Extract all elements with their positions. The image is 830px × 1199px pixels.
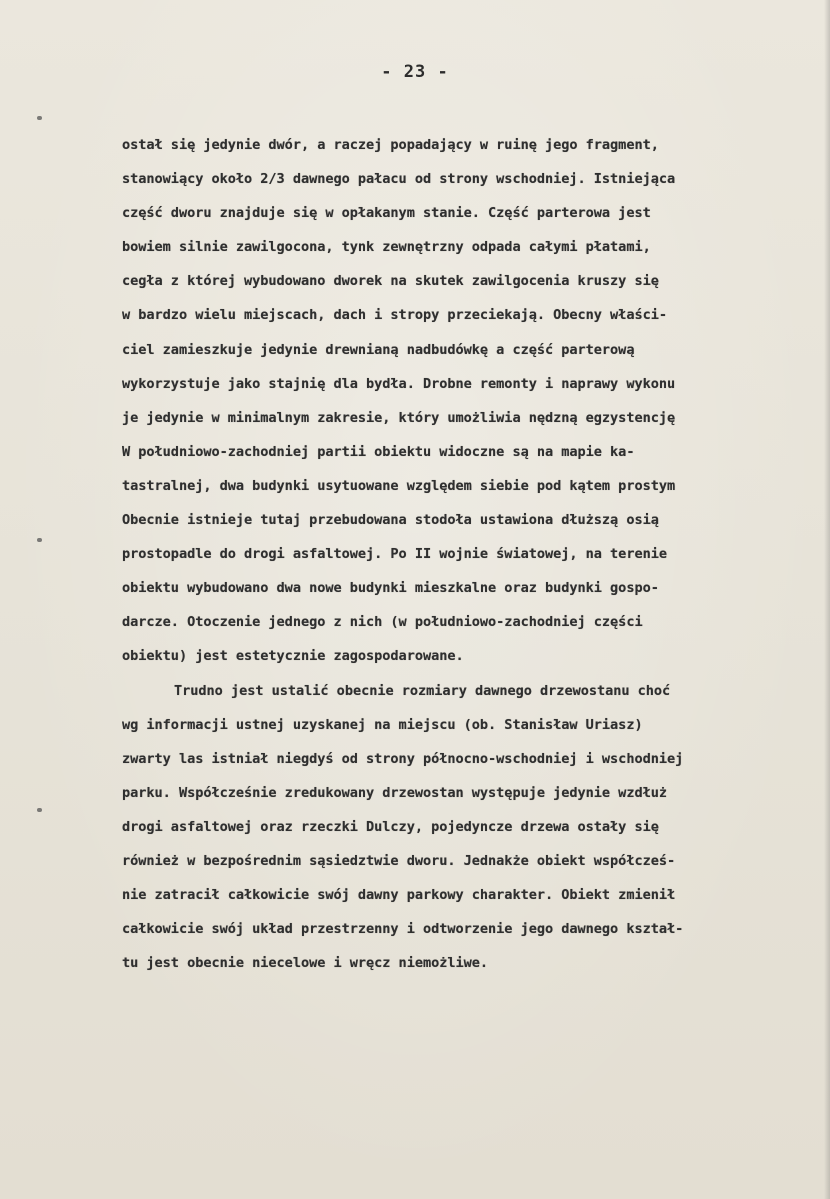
text-line: W południowo-zachodniej partii obiektu widoczne są na mapie ka- [122,443,635,460]
text-line: ostał się jedynie dwór, a raczej popadający w ruinę jego fragment, [122,137,659,153]
text-line: prostopadle do drogi asfaltowej. Po II wojnie światowej, na terenie [122,546,667,563]
text-line: wg informacji ustnej uzyskanej na miejscu (ob. Stanisław Uriasz) [122,716,643,733]
text-line: również w bezpośrednim sąsiedztwie dworu. Jednakże obiekt współcześ- [122,852,676,869]
margin-mark [37,538,42,542]
text-line: Trudno jest ustalić obecnie rozmiary dawnego drzewostanu choć [174,682,671,699]
text-line: tastralnej, dwa budynki usytuowane względem siebie pod kątem prostym [122,477,676,494]
text-line: bowiem silnie zawilgocona, tynk zewnętrzny odpada całymi płatami, [122,239,651,256]
text-line: parku. Współcześnie zredukowany drzewostan występuje jedynie wzdłuż [122,784,667,801]
margin-mark [37,808,42,812]
text-line: w bardzo wielu miejscach, dach i stropy przeciekają. Obecny właści- [122,307,667,324]
text-line: drogi asfaltowej oraz rzeczki Dulczy, pojedyncze drzewa ostały się [122,818,659,835]
paragraph-1 [122,128,827,674]
text-line: Obecnie istnieje tutaj przebudowana stodoła ustawiona dłuższą osią [122,512,659,529]
text-line: darcze. Otoczenie jednego z nich (w południowo-zachodniej części [122,614,643,631]
paragraph-2 [122,674,827,981]
text-line: cegła z której wybudowano dworek na skutek zawilgocenia kruszy się [122,273,659,290]
text-line: tu jest obecnie niecelowe i wręcz niemożliwe. [122,955,489,972]
text-line: część dworu znajduje się w opłakanym stanie. Część parterowa jest [122,205,651,222]
text-line: całkowicie swój układ przestrzenny i odtworzenie jego dawnego kształ- [122,921,684,938]
body-text [122,128,827,980]
text-line: obiektu) jest estetycznie zagospodarowane. [122,648,464,665]
text-line: obiektu wybudowano dwa nowe budynki mieszkalne oraz budynki gospo- [122,580,659,597]
text-line: nie zatracił całkowicie swój dawny parkowy charakter. Obiekt zmienił [122,887,676,904]
text-line: je jedynie w minimalnym zakresie, który umożliwia nędzną egzystencję [122,409,676,426]
margin-mark [37,116,42,120]
text-line: stanowiący około 2/3 dawnego pałacu od strony wschodniej. Istniejąca [122,171,676,188]
text-line: wykorzystuje jako stajnię dla bydła. Drobne remonty i naprawy wykonu [122,375,676,392]
page-number: - 23 - [381,62,449,82]
text-line: ciel zamieszkuje jedynie drewnianą nadbudówkę a część parterową [122,341,635,358]
text-line: zwarty las istniał niegdyś od strony północno-wschodniej i wschodniej [122,750,684,767]
